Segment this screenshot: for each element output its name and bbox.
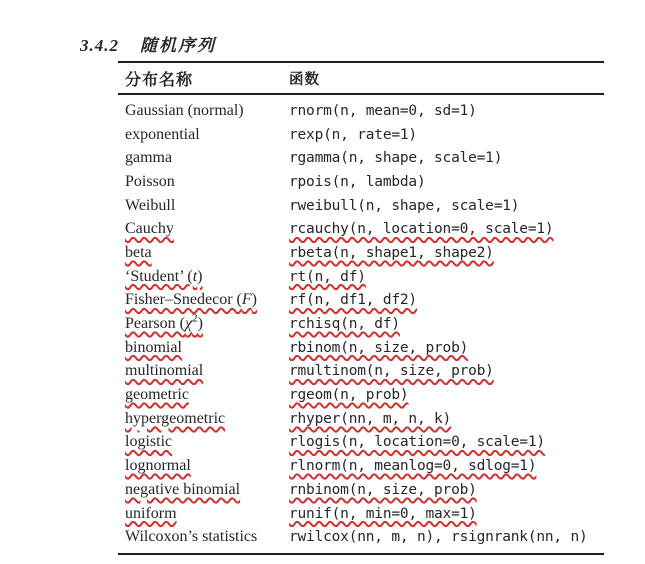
distribution-name-text: Pearson $(\chi^2)$ <box>125 312 203 333</box>
distribution-name-cell <box>118 126 289 144</box>
distribution-name-text: uniform <box>125 504 177 522</box>
table-row <box>118 525 604 549</box>
distribution-name-text: hypergeometric <box>125 409 226 427</box>
distribution-name-cell <box>118 291 289 309</box>
distribution-name-text: multinomial <box>125 362 204 380</box>
distribution-name-cell <box>118 197 289 215</box>
table-row <box>118 170 604 194</box>
function-signature-cell <box>289 269 604 285</box>
function-signature-text: rlnorm(n, meanlog=0, sdlog=1) <box>289 458 537 475</box>
function-signature-cell <box>289 458 604 474</box>
function-signature-cell <box>289 482 604 498</box>
distribution-function-table <box>118 61 604 555</box>
column-header-distribution-name: 分布名称 <box>125 72 194 89</box>
function-signature-cell <box>289 363 604 379</box>
distribution-name-cell <box>118 481 289 499</box>
function-signature-cell <box>289 529 604 545</box>
table-row <box>118 383 604 407</box>
table-row <box>118 360 604 384</box>
table-row <box>118 123 604 147</box>
function-signature-text: rt(n, df) <box>289 268 366 285</box>
function-signature-text: rmultinom(n, size, prob) <box>289 363 494 380</box>
function-signature-cell <box>289 316 604 332</box>
function-signature-text: rlogis(n, location=0, scale=1) <box>289 434 545 451</box>
table-row <box>118 454 604 478</box>
distribution-name-text: Fisher–Snedecor (F) <box>125 291 257 309</box>
distribution-name-cell <box>118 433 289 451</box>
distribution-name-cell <box>118 173 289 191</box>
table-row <box>118 502 604 526</box>
function-signature-text: rhyper(nn, m, n, k) <box>289 410 452 427</box>
function-signature-cell <box>289 434 604 450</box>
distribution-name-cell <box>118 386 289 404</box>
function-signature-text: rbeta(n, shape1, shape2) <box>289 244 494 261</box>
table-row <box>118 146 604 170</box>
distribution-name-text: Wilcoxon’s statistics <box>125 528 258 546</box>
distribution-name-text: exponential <box>125 125 200 143</box>
function-signature-cell <box>289 150 604 166</box>
function-signature-text: rcauchy(n, location=0, scale=1) <box>289 221 554 238</box>
distribution-name-cell <box>118 528 289 546</box>
table-row <box>118 336 604 360</box>
table-row <box>118 431 604 455</box>
distribution-name-text: Poisson <box>125 172 175 190</box>
distribution-name-text: logistic <box>125 433 173 451</box>
function-signature-text: rgamma(n, shape, scale=1) <box>289 150 503 167</box>
function-signature-text: rpois(n, lambda) <box>289 173 426 190</box>
distribution-name-text: gamma <box>125 149 173 167</box>
distribution-name-text: Cauchy <box>125 220 174 238</box>
table-row <box>118 241 604 265</box>
function-signature-cell <box>289 198 604 214</box>
function-signature-text: rexp(n, rate=1) <box>289 126 417 143</box>
distribution-name-text: beta <box>125 243 152 261</box>
table-row <box>118 478 604 502</box>
function-signature-cell <box>289 245 604 261</box>
distribution-name-text: Gaussian (normal) <box>125 101 244 119</box>
function-signature-text: rweibull(n, shape, scale=1) <box>289 197 520 214</box>
function-signature-cell <box>289 292 604 308</box>
function-signature-cell <box>289 340 604 356</box>
table-body <box>118 95 604 553</box>
distribution-name-text: lognormal <box>125 457 191 475</box>
distribution-name-cell <box>118 149 289 167</box>
function-signature-text: rwilcox(nn, m, n), rsignrank(nn, n) <box>289 529 588 546</box>
table-row <box>118 217 604 241</box>
column-header-function: 函数 <box>289 72 320 88</box>
function-signature-text: rbinom(n, size, prob) <box>289 339 469 356</box>
distribution-name-text: Weibull <box>125 196 176 214</box>
distribution-name-cell <box>118 102 289 120</box>
function-signature-cell <box>289 127 604 143</box>
table-row <box>118 194 604 218</box>
function-signature-text: rf(n, df1, df2) <box>289 292 417 309</box>
distribution-name-cell <box>118 244 289 262</box>
distribution-name-text: negative binomial <box>125 480 241 498</box>
distribution-name-text: ‘Student’ (t) <box>125 267 203 285</box>
table-row <box>118 407 604 431</box>
distribution-name-text: binomial <box>125 338 182 356</box>
function-signature-text: rnbinom(n, size, prob) <box>289 481 477 498</box>
distribution-name-cell <box>118 220 289 238</box>
distribution-name-cell <box>118 312 289 333</box>
function-signature-text: runif(n, min=0, max=1) <box>289 505 477 522</box>
table-row <box>118 312 604 336</box>
table-row <box>118 289 604 313</box>
table-row <box>118 265 604 289</box>
function-signature-cell <box>289 411 604 427</box>
function-signature-text: rchisq(n, df) <box>289 316 400 333</box>
function-signature-cell <box>289 387 604 403</box>
section-heading <box>80 31 216 56</box>
distribution-name-cell <box>118 505 289 523</box>
distribution-name-cell <box>118 339 289 357</box>
function-signature-cell <box>289 506 604 522</box>
distribution-name-cell <box>118 410 289 428</box>
distribution-name-cell <box>118 457 289 475</box>
distribution-name-cell <box>118 268 289 286</box>
table-header-row <box>118 63 604 95</box>
distribution-name-text: geometric <box>125 386 189 404</box>
section-number: 3.4.2 <box>80 36 119 55</box>
function-signature-text: rgeom(n, prob) <box>289 387 409 404</box>
table-row <box>118 99 604 123</box>
section-title: 随机序列 <box>140 36 216 55</box>
function-signature-cell <box>289 174 604 190</box>
function-signature-cell <box>289 221 604 237</box>
function-signature-cell <box>289 103 604 119</box>
function-signature-text: rnorm(n, mean=0, sd=1) <box>289 102 477 119</box>
distribution-name-cell <box>118 362 289 380</box>
